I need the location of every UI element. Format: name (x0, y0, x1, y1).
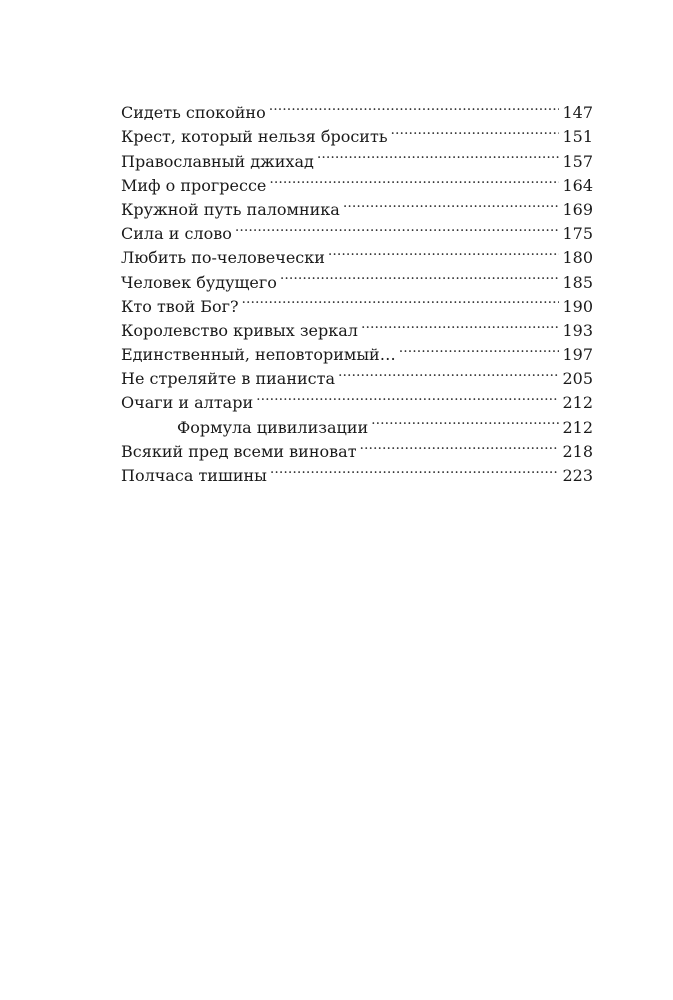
toc-leader-dots (270, 457, 560, 481)
toc-entry-title: Всякий пред всеми виноват (121, 441, 357, 461)
toc-leader-dots (343, 191, 560, 215)
toc-entry-page: 147 (562, 103, 593, 123)
toc-leader-dots (280, 263, 560, 287)
toc-entry-title: Формула цивилизации (177, 417, 369, 437)
toc-entry-page: 212 (562, 417, 593, 437)
toc-entry-page: 218 (562, 441, 593, 461)
table-of-contents (121, 94, 593, 485)
toc-entry-title: Миф о прогрессе (121, 175, 267, 195)
toc-leader-dots (269, 94, 560, 118)
toc-leader-dots (269, 167, 559, 191)
toc-entry-title: Любить по-человечески (121, 248, 325, 268)
toc-entry-title: Полчаса тишины (121, 466, 267, 485)
toc-leader-dots (317, 142, 560, 166)
toc-entry-title: Кто твой Бог? (121, 296, 239, 316)
toc-entry-page: 175 (562, 224, 593, 244)
toc-entry-page: 190 (562, 296, 593, 316)
toc-leader-dots (391, 118, 560, 142)
toc-entry-title: Человек будущего (121, 272, 277, 292)
toc-entry-page: 169 (562, 199, 593, 219)
toc-entry-page: 185 (562, 272, 593, 292)
toc-entry-page: 151 (562, 127, 593, 147)
toc-entry-title: Не стреляйте в пианиста (121, 369, 335, 389)
toc-entry-title: Единственный, неповторимый… (121, 345, 396, 365)
toc-entry (121, 94, 593, 123)
toc-entry-title: Сидеть спокойно (121, 103, 266, 123)
toc-leader-dots (371, 408, 559, 432)
toc-leader-dots (256, 384, 559, 408)
toc-entry-page: 205 (562, 369, 593, 389)
toc-entry-page: 197 (562, 345, 593, 365)
toc-entry-title: Крест, который нельзя бросить (121, 127, 388, 147)
toc-entry-title: Королевство кривых зеркал (121, 320, 358, 340)
toc-leader-dots (242, 288, 560, 312)
toc-entry-title: Православный джихад (121, 151, 314, 171)
toc-entry-title: Кружной путь паломника (121, 199, 340, 219)
toc-entry-page: 193 (562, 320, 593, 340)
toc-entry-page: 164 (562, 175, 593, 195)
toc-entry-title: Очаги и алтари (121, 393, 254, 413)
toc-leader-dots (399, 336, 560, 360)
toc-leader-dots (328, 239, 560, 263)
toc-entry-page: 157 (562, 151, 593, 171)
toc-leader-dots (235, 215, 560, 239)
toc-entry-page: 223 (562, 466, 593, 485)
toc-leader-dots (360, 433, 560, 457)
toc-entry-page: 212 (562, 393, 593, 413)
toc-leader-dots (361, 312, 559, 336)
toc-entry-page: 180 (562, 248, 593, 268)
toc-leader-dots (338, 360, 559, 384)
toc-entry-title: Сила и слово (121, 224, 232, 244)
